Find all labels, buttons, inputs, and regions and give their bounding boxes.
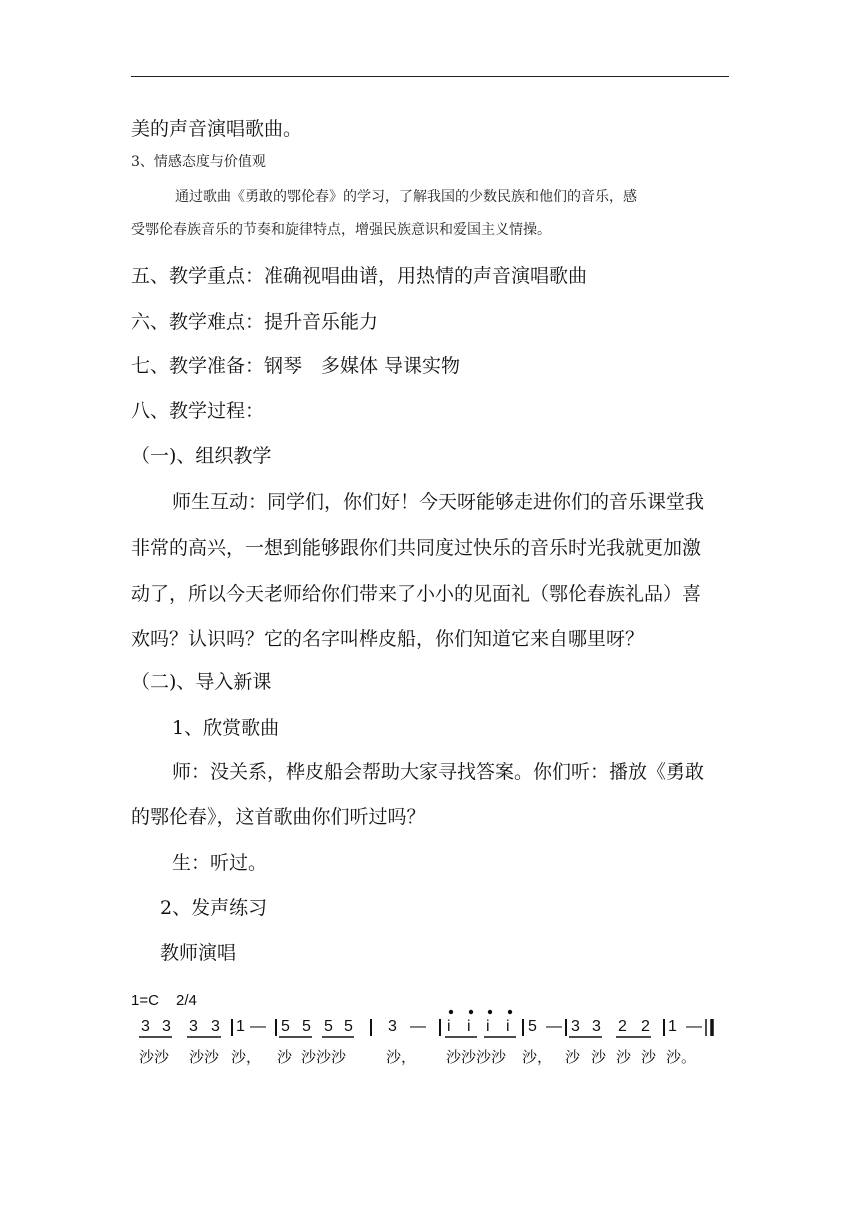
paragraph-line: 美的声音演唱歌曲。 — [131, 118, 303, 140]
lyric-syllable: 沙 — [616, 1049, 632, 1066]
paragraph-line: 生：听过。 — [172, 852, 268, 874]
score-note: 5 — [302, 1018, 311, 1035]
score-note: — — [546, 1018, 562, 1035]
paragraph-line: 通过歌曲《勇敢的鄂伦春》的学习，了解我国的少数民族和他们的音乐，感 — [175, 189, 637, 205]
section-heading: 3、情感态度与价值观 — [131, 154, 266, 170]
score-note: 5 — [281, 1018, 290, 1035]
score-note: 2 — [641, 1018, 650, 1035]
score-note: 3 — [141, 1018, 150, 1035]
score-note: 5 — [324, 1018, 333, 1035]
time-signature: 2/4 — [176, 992, 197, 1009]
lyric-syllable: 沙沙 — [189, 1049, 220, 1066]
lyric-syllable: 沙沙 — [139, 1049, 170, 1066]
score-note: — — [410, 1018, 426, 1035]
score-note: — — [250, 1018, 266, 1035]
score-note: 5 — [344, 1018, 353, 1035]
lyric-syllable: 沙沙沙 — [301, 1049, 347, 1066]
paragraph-line: 非常的高兴，一想到能够跟你们共同度过快乐的音乐时光我就更加激 — [131, 537, 702, 559]
section-heading: 七、教学准备：钢琴 多媒体 导课实物 — [131, 355, 461, 377]
octave-dot — [470, 1011, 473, 1014]
key-signature: 1=C — [131, 992, 159, 1009]
paragraph-line: 受鄂伦春族音乐的节奏和旋律特点，增强民族意识和爱国主义情操。 — [131, 222, 551, 238]
score-note: 2 — [618, 1018, 627, 1035]
lyric-syllable: 沙， — [386, 1049, 417, 1066]
score-note: 1 — [236, 1018, 245, 1035]
lyric-syllable: 沙 — [641, 1049, 657, 1066]
score-note: 3 — [162, 1018, 171, 1035]
octave-dot — [509, 1011, 512, 1014]
subsection-heading: （一)、组织教学 — [131, 445, 272, 467]
lyric-syllable: 沙， — [231, 1049, 262, 1066]
score-note: i — [447, 1018, 451, 1035]
score-note: i — [467, 1018, 471, 1035]
score-note: 3 — [189, 1018, 198, 1035]
octave-dot — [489, 1011, 492, 1014]
lyric-syllable: 沙， — [522, 1049, 553, 1066]
score-note: — — [686, 1018, 702, 1035]
subsection-heading: （二)、导入新课 — [131, 671, 272, 693]
score-note: 3 — [592, 1018, 601, 1035]
lyric-syllable: 沙。 — [666, 1049, 697, 1066]
lyric-syllable: 沙 — [277, 1049, 293, 1066]
paragraph-line: 教师演唱 — [160, 942, 237, 964]
list-item: 2、发声练习 — [160, 897, 268, 919]
list-item: 1、欣赏歌曲 — [172, 717, 280, 739]
paragraph-line: 师生互动：同学们，你们好！今天呀能够走进你们的音乐课堂我 — [172, 491, 705, 513]
section-heading: 五、教学重点：准确视唱曲谱，用热情的声音演唱歌曲 — [131, 265, 588, 287]
paragraph-line: 的鄂伦春》，这首歌曲你们听过吗？ — [131, 806, 426, 828]
lyric-syllable: 沙 — [565, 1049, 581, 1066]
section-heading: 八、教学过程： — [131, 400, 265, 422]
lyric-syllable: 沙沙沙沙 — [446, 1049, 507, 1066]
octave-dot — [450, 1011, 453, 1014]
lyric-syllable: 沙 — [591, 1049, 607, 1066]
score-note: i — [506, 1018, 510, 1035]
score-note: 1 — [668, 1018, 677, 1035]
section-heading: 六、教学难点：提升音乐能力 — [131, 311, 379, 333]
paragraph-line: 师：没关系，桦皮船会帮助大家寻找答案。你们听：播放《勇敢 — [172, 761, 705, 783]
score-note: 3 — [388, 1018, 397, 1035]
paragraph-line: 欢吗？认识吗？它的名字叫桦皮船，你们知道它来自哪里呀？ — [131, 628, 645, 650]
score-note: i — [486, 1018, 490, 1035]
header-rule — [131, 76, 729, 77]
score-note: 3 — [571, 1018, 580, 1035]
score-note: 3 — [211, 1018, 220, 1035]
paragraph-line: 动了，所以今天老师给你们带来了小小的见面礼（鄂伦春族礼品）喜 — [131, 583, 702, 605]
score-note: 5 — [528, 1018, 537, 1035]
